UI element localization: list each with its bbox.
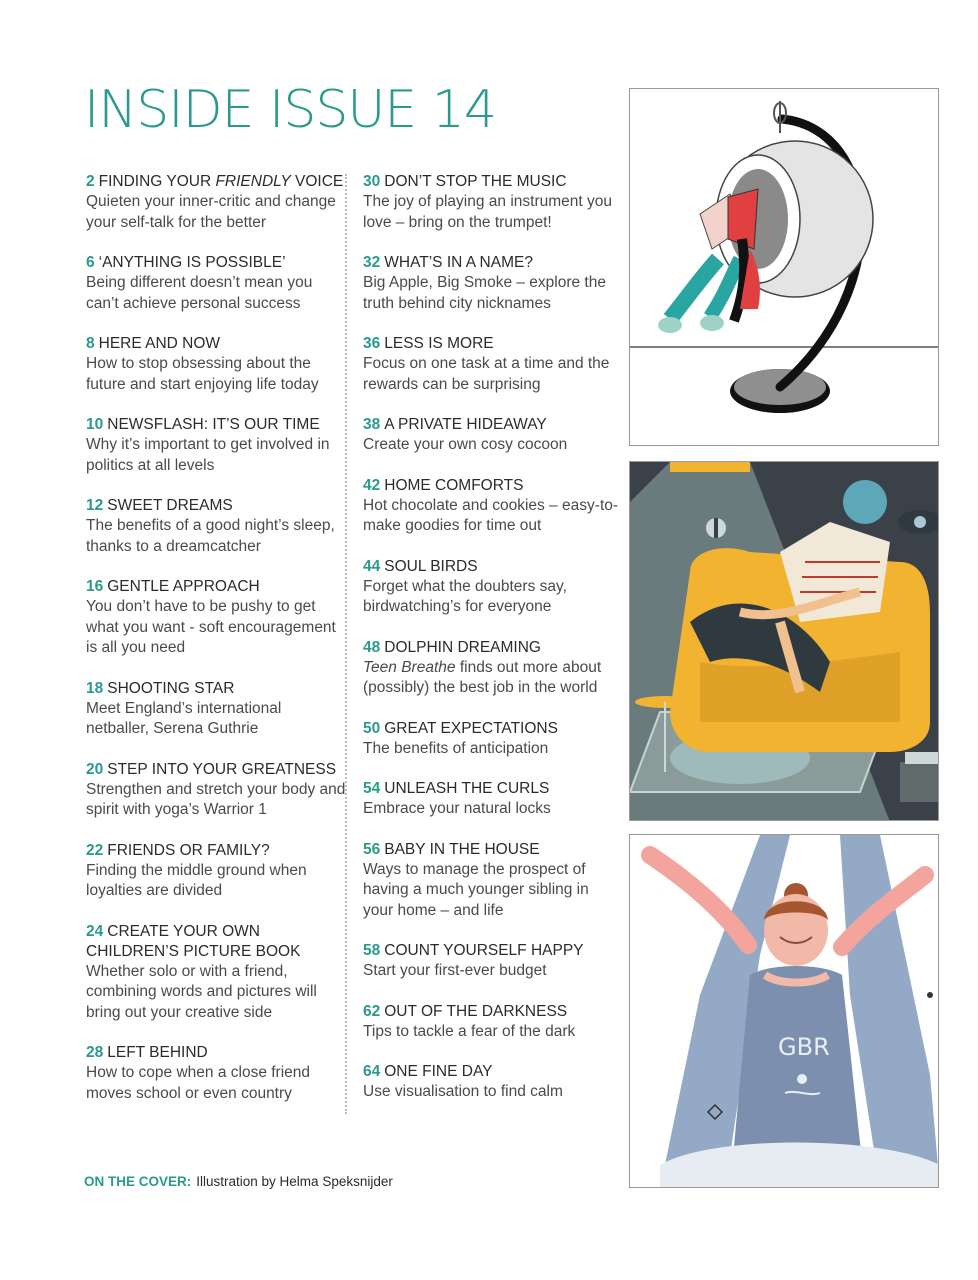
entry-title: LESS IS MORE — [384, 335, 494, 352]
entry-title: FRIENDS OR FAMILY? — [107, 841, 270, 859]
entry-description: Use visualisation to find calm — [363, 1083, 563, 1100]
column-divider — [345, 174, 347, 1114]
entry-description: You don’t have to be pushy to get what you want - soft encouragement is all you need — [86, 598, 336, 656]
entry-title-emphasis: FRIENDLY — [215, 173, 291, 190]
page-number: 6 — [86, 254, 95, 271]
entry-heading — [363, 840, 623, 860]
entry-description: Ways to manage the prospect of having a much younger sibling in your home – and life — [363, 860, 589, 919]
entry-title: COUNT YOURSELF HAPPY — [384, 942, 584, 959]
entry-title: NEWSFLASH: IT’S OUR TIME — [107, 416, 320, 433]
entry-heading — [363, 476, 623, 496]
entry-description: Focus on one task at a time and the rewards can be surprising — [363, 355, 610, 393]
entry-heading — [363, 253, 623, 273]
entry-heading — [86, 334, 348, 354]
contents-left-column — [86, 172, 348, 1124]
contents-entry[interactable] — [86, 334, 348, 395]
entry-description: Big Apple, Big Smoke – explore the truth behind city nicknames — [363, 274, 606, 312]
entry-description: Start your first-ever budget — [363, 962, 547, 979]
entry-title: GREAT EXPECTATIONS — [384, 719, 558, 737]
entry-heading — [363, 557, 623, 577]
entry-title: FINDING YOUR — [98, 173, 216, 190]
entry-heading — [363, 638, 623, 658]
entry-description: Quieten your inner-critic and change your self-talk for the better — [86, 193, 336, 231]
page-number: 18 — [86, 679, 104, 697]
contents-entry[interactable] — [86, 679, 348, 740]
entry-heading — [86, 496, 348, 516]
entry-title: DOLPHIN DREAMING — [384, 638, 541, 656]
page-number: 48 — [363, 638, 381, 656]
entry-description: How to cope when a close friend moves school or even country — [86, 1064, 311, 1102]
page-number: 32 — [363, 254, 381, 271]
page-number: 64 — [363, 1063, 381, 1080]
entry-description: Tips to tackle a fear of the dark — [363, 1022, 576, 1040]
entry-description — [363, 658, 623, 699]
page-number: 22 — [86, 841, 104, 859]
entry-title-end: VOICE — [290, 173, 344, 190]
page-number: 42 — [363, 476, 381, 494]
entry-title: ‘ANYTHING IS POSSIBLE’ — [98, 254, 286, 271]
entry-heading — [363, 1002, 623, 1022]
contents-entry[interactable] — [86, 922, 348, 1024]
entry-description: Finding the middle ground when loyalties are divided — [86, 861, 307, 899]
contents-entry[interactable] — [86, 577, 348, 659]
page-number: 58 — [363, 942, 381, 959]
entry-heading — [86, 679, 348, 699]
entry-heading — [363, 334, 623, 354]
entry-description: Being different doesn’t mean you can’t achieve personal success — [86, 274, 313, 312]
entry-title: OUT OF THE DARKNESS — [384, 1002, 568, 1020]
entry-heading — [363, 719, 623, 739]
page-number: 54 — [363, 780, 381, 797]
armchair-icon — [630, 462, 939, 821]
entry-title: SWEET DREAMS — [107, 497, 233, 514]
cover-credit-text: Illustration by Helma Speksnijder — [196, 1174, 393, 1189]
cover-credit — [84, 1174, 393, 1189]
page-number: 62 — [363, 1002, 381, 1020]
page-number: 20 — [86, 760, 104, 778]
contents-entry[interactable] — [363, 719, 623, 760]
contents-entry[interactable] — [363, 840, 623, 922]
page-number: 36 — [363, 335, 381, 352]
entry-heading — [86, 415, 348, 435]
entry-heading — [86, 253, 348, 273]
page-number: 30 — [363, 173, 381, 190]
page-title: INSIDE ISSUE 14 — [84, 80, 496, 140]
entry-title: WHAT’S IN A NAME? — [384, 254, 533, 271]
entry-title: HOME COMFORTS — [384, 476, 524, 494]
entry-title: LEFT BEHIND — [107, 1044, 208, 1061]
page-number: 16 — [86, 578, 104, 595]
entry-title: SOUL BIRDS — [384, 557, 478, 575]
entry-description: Meet England’s international netballer, Serena Guthrie — [86, 699, 282, 737]
contents-entry[interactable] — [86, 415, 348, 476]
entry-description: Forget what the doubters say, birdwatching’s for everyone — [363, 577, 567, 615]
entry-heading — [363, 1062, 623, 1082]
entry-title: GENTLE APPROACH — [107, 578, 260, 595]
entry-title: A PRIVATE HIDEAWAY — [384, 416, 547, 433]
contents-entry[interactable] — [86, 760, 348, 821]
page-number: 10 — [86, 416, 104, 433]
entry-description: Strengthen and stretch your body and spirit with yoga’s Warrior 1 — [86, 780, 346, 818]
contents-entry[interactable] — [363, 941, 623, 982]
entry-title: UNLEASH THE CURLS — [384, 780, 550, 797]
contents-right-column — [363, 172, 623, 1123]
entry-heading — [363, 941, 623, 961]
entry-description: The benefits of anticipation — [363, 739, 549, 757]
page-number: 24 — [86, 922, 104, 940]
contents-entry[interactable] — [86, 841, 348, 902]
contents-entry[interactable] — [363, 415, 623, 456]
contents-entry[interactable] — [363, 253, 623, 314]
contents-entry[interactable] — [86, 1043, 348, 1104]
contents-entry[interactable] — [86, 496, 348, 557]
page-number: 44 — [363, 557, 381, 575]
entry-heading — [86, 841, 348, 861]
contents-entry[interactable] — [363, 557, 623, 618]
athlete-icon — [630, 835, 939, 1188]
egg-chair-icon — [630, 89, 939, 446]
page-number: 38 — [363, 416, 381, 433]
entry-description: Embrace your natural locks — [363, 800, 551, 817]
contents-entry[interactable] — [363, 779, 623, 820]
page-number: 56 — [363, 840, 381, 858]
athlete-illustration — [629, 834, 939, 1188]
entry-description: The benefits of a good night’s sleep, thanks to a dreamcatcher — [86, 517, 335, 555]
contents-entry[interactable] — [86, 253, 348, 314]
contents-entry[interactable] — [363, 334, 623, 395]
shirt-text: GBR — [778, 1033, 830, 1061]
entry-heading — [363, 779, 623, 799]
page-number: 2 — [86, 173, 95, 190]
egg-chair-illustration — [629, 88, 939, 446]
entry-heading — [86, 1043, 348, 1063]
contents-entry[interactable] — [363, 476, 623, 537]
cover-credit-label: ON THE COVER: — [84, 1174, 192, 1189]
entry-title: STEP INTO YOUR GREATNESS — [107, 760, 337, 778]
entry-description-end: finds out more about (possibly) the best job in the world — [363, 658, 602, 696]
entry-description: The joy of playing an instrument you love – bring on the trumpet! — [363, 193, 612, 231]
entry-description: Create your own cosy cocoon — [363, 436, 568, 453]
entry-description: Hot chocolate and cookies – easy-to-make goodies for time out — [363, 496, 619, 534]
contents-entry[interactable] — [363, 1062, 623, 1103]
entry-heading — [363, 415, 623, 435]
contents-entry[interactable] — [363, 1002, 623, 1043]
entry-title: BABY IN THE HOUSE — [384, 840, 540, 858]
entry-description: How to stop obsessing about the future and start enjoying life today — [86, 355, 319, 393]
entry-heading — [363, 172, 623, 192]
contents-entry[interactable] — [363, 638, 623, 699]
armchair-illustration — [629, 461, 939, 821]
entry-heading — [86, 172, 348, 192]
entry-heading — [86, 760, 348, 780]
page-number: 8 — [86, 335, 95, 352]
entry-description: Why it’s important to get involved in politics at all levels — [86, 436, 330, 474]
page-number: 50 — [363, 719, 381, 737]
entry-heading — [86, 922, 348, 962]
entry-title: HERE AND NOW — [98, 335, 221, 352]
contents-entry[interactable] — [86, 172, 348, 233]
entry-description-emphasis: Teen Breathe — [363, 658, 456, 676]
entry-title: ONE FINE DAY — [384, 1063, 493, 1080]
entry-title: DON’T STOP THE MUSIC — [384, 173, 567, 190]
contents-entry[interactable] — [363, 172, 623, 233]
entry-title: CREATE YOUR OWN CHILDREN’S PICTURE BOOK — [86, 922, 301, 960]
page-number: 28 — [86, 1044, 104, 1061]
page-number: 12 — [86, 497, 104, 514]
entry-title: SHOOTING STAR — [107, 679, 235, 697]
entry-heading — [86, 577, 348, 597]
entry-description: Whether solo or with a friend, combining words and pictures will bring out your creative side — [86, 962, 317, 1021]
